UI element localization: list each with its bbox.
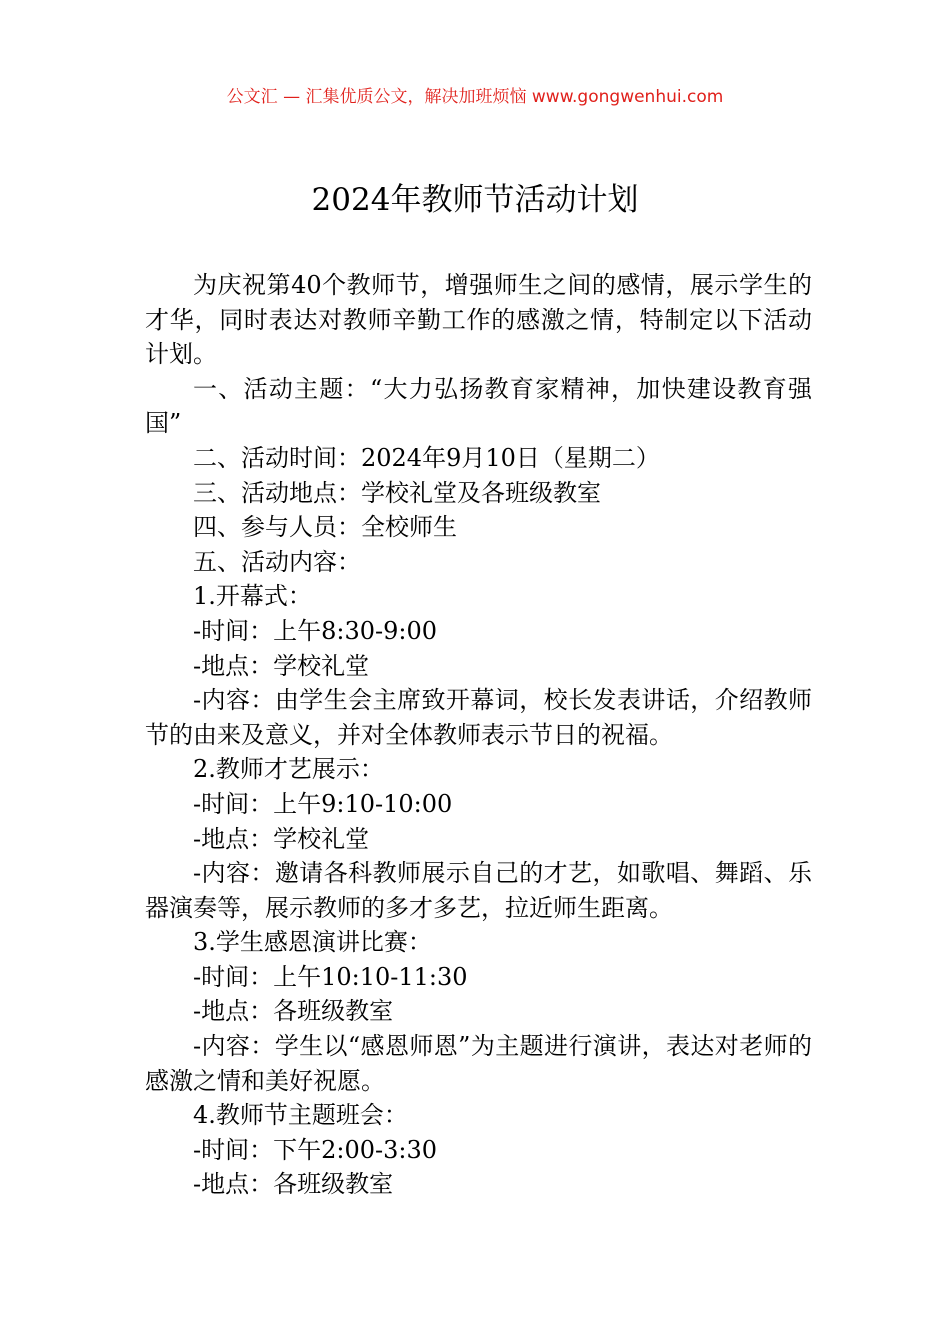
paragraph-intro: 为庆祝第40个教师节，增强师生之间的感情，展示学生的才华，同时表达对教师辛勤工作的感激之情，特制定以下活动计划。 (145, 271, 812, 369)
paragraph-item-1-time: -时间：上午8:30-9:00 (193, 616, 438, 645)
paragraph-item-2-time: -时间：上午9:10-10:00 (193, 789, 453, 818)
paragraph-item-3-content: -内容：学生以“感恩师恩”为主题进行演讲，表达对老师的感激之情和美好祝愿。 (145, 1032, 812, 1095)
paragraph-location: 三、活动地点：学校礼堂及各班级教室 (193, 478, 601, 507)
paragraph-item-1-location: -地点：学校礼堂 (193, 651, 370, 680)
paragraph-item-3-location: -地点：各班级教室 (193, 997, 394, 1026)
paragraph-participants: 四、参与人员：全校师生 (193, 513, 457, 542)
paragraph-item-3-time: -时间：上午10:10-11:30 (193, 962, 468, 991)
paragraph-item-4-location: -地点：各班级教室 (193, 1170, 394, 1199)
paragraph-item-3-heading: 3.学生感恩演讲比赛： (193, 928, 432, 957)
paragraph-item-4-time: -时间：下午2:00-3:30 (193, 1135, 438, 1164)
paragraph-item-4-heading: 4.教师节主题班会： (193, 1101, 408, 1130)
document-body (145, 268, 812, 1202)
paragraph-time: 二、活动时间：2024年9月10日（星期二） (193, 443, 660, 472)
document-title: 2024年教师节活动计划 (311, 182, 639, 218)
paragraph-item-2-content: -内容：邀请各科教师展示自己的才艺，如歌唱、舞蹈、乐器演奏等，展示教师的多才多艺，拉近师生距离。 (145, 859, 812, 922)
paragraph-item-2-location: -地点：学校礼堂 (193, 824, 370, 853)
paragraph-item-2-heading: 2.教师才艺展示： (193, 755, 384, 784)
paragraph-content-heading: 五、活动内容： (193, 547, 361, 576)
paragraph-item-1-content: -内容：由学生会主席致开幕词，校长发表讲话，介绍教师节的由来及意义，并对全体教师表示节日的祝福。 (145, 686, 812, 749)
paragraph-theme: 一、活动主题：“大力弘扬教育家精神，加快建设教育强国” (145, 374, 812, 438)
site-watermark-header: 公文汇 — 汇集优质公文，解决加班烦恼 www.gongwenhui.com (226, 87, 724, 107)
paragraph-item-1-heading: 1.开幕式： (193, 582, 312, 611)
